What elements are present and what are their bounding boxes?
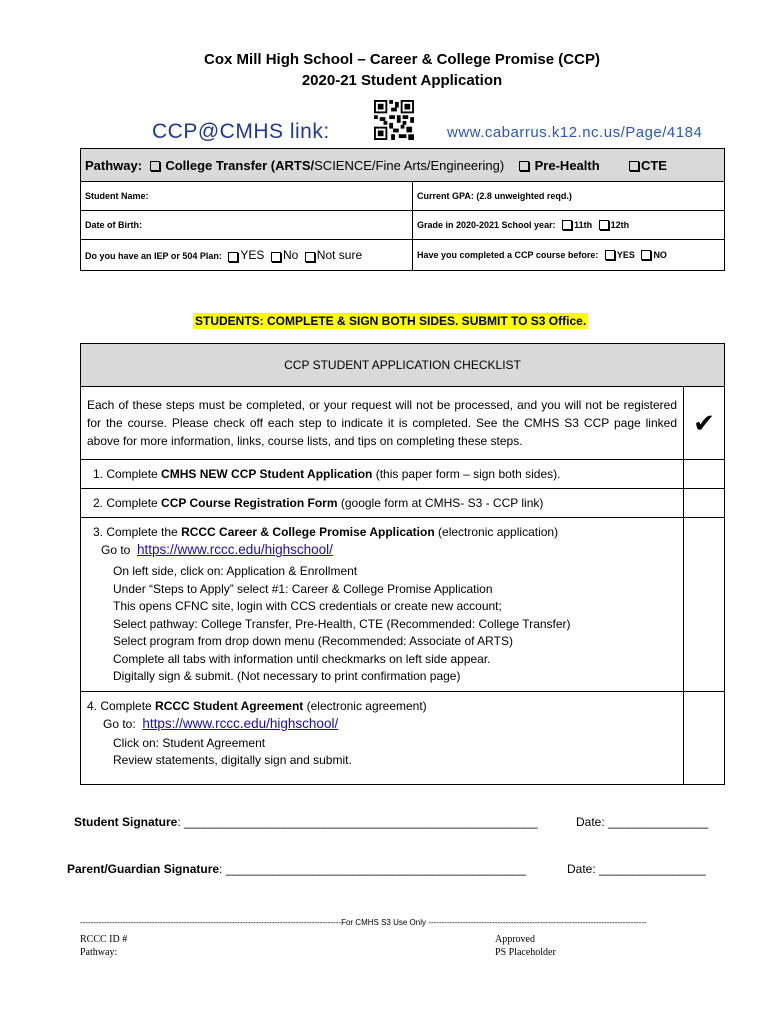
step-2-detail: (google form at CMHS- S3 - CCP link) — [337, 496, 544, 510]
student-signature-label: Student Signature — [74, 815, 178, 829]
step-3-goto: Go to — [101, 543, 131, 557]
grade-11-label: 11th — [574, 219, 593, 230]
step-4-line: Click on: Student Agreement — [113, 735, 266, 750]
step-3-title: RCCC Career & College Promise Application — [181, 525, 435, 539]
step-3 — [81, 518, 684, 692]
college-transfer-label: College Transfer (ARTS/ — [165, 157, 315, 173]
approved-label: Approved — [495, 934, 535, 945]
cte-label: CTE — [640, 157, 667, 173]
grade-12-label: 12th — [610, 219, 630, 230]
iep-no-checkbox[interactable] — [271, 252, 281, 262]
step-2 — [81, 489, 684, 518]
ccp-link-url[interactable]: www.cabarrus.k12.nc.us/Page/4184 — [447, 124, 703, 141]
iep-no-label: No — [282, 248, 299, 262]
step-4-title: RCCC Student Agreement — [155, 698, 304, 713]
checkmark-icon: ✔ — [684, 387, 725, 460]
pathway-label: Pathway: — [85, 157, 143, 173]
ccp-no-label: NO — [653, 249, 667, 260]
student-name-field[interactable]: Student Name: — [85, 191, 149, 201]
cte-checkbox[interactable] — [629, 161, 639, 171]
step-3-line: On left side, click on: Application & Enrollment — [113, 564, 358, 578]
step-3-detail: (electronic application) — [434, 525, 559, 539]
pathway-row — [81, 149, 725, 182]
step-1-checkbox[interactable] — [684, 460, 725, 489]
student-signature-row[interactable] — [74, 815, 538, 829]
qr-code-icon — [374, 100, 414, 140]
step-4-line: Review statements, digitally sign and submit. — [113, 753, 352, 767]
step-2-checkbox[interactable] — [684, 489, 725, 518]
college-transfer-checkbox[interactable] — [150, 161, 160, 171]
step-2-prefix: 2. Complete — [93, 496, 162, 510]
step-3-line: This opens CFNC site, login with CCS credentials or create new account; — [113, 599, 502, 613]
step-1-detail: (this paper form – sign both sides). — [372, 467, 561, 481]
step-3-checkbox[interactable] — [684, 518, 725, 692]
office-use-divider: --------------------------------------------------------------------------------------------------For CMHS S3 Use Only ---------------------------------------------------------------------------------- — [80, 918, 647, 927]
step-1 — [81, 460, 684, 489]
step-1-title: CMHS NEW CCP Student Application — [161, 467, 373, 481]
dob-field[interactable]: Date of Birth: — [85, 220, 142, 230]
iep-label: Do you have an IEP or 504 Plan: — [85, 251, 222, 261]
step-3-line: Complete all tabs with information until checkmarks on left side appear. — [113, 651, 491, 666]
rccc-id-label: RCCC ID # — [80, 934, 128, 945]
step-4-checkbox[interactable] — [684, 691, 725, 784]
ccp-link-label: CCP@CMHS link: — [152, 120, 330, 143]
step-2-title: CCP Course Registration Form — [161, 496, 338, 510]
step-4-goto: Go to: — [103, 716, 136, 731]
ps-placeholder-label: PS Placeholder — [495, 947, 556, 958]
submit-notice: STUDENTS: COMPLETE & SIGN BOTH SIDES. SUBMIT TO S3 Office. — [195, 314, 587, 328]
pre-health-checkbox[interactable] — [519, 161, 529, 171]
grade-11-checkbox[interactable] — [562, 220, 572, 230]
iep-yes-checkbox[interactable] — [228, 252, 238, 262]
parent-date-field[interactable]: Date: ________________ — [567, 862, 706, 876]
student-info-table — [80, 148, 725, 271]
student-date-field[interactable]: Date: _______________ — [576, 815, 709, 829]
step-3-line: Select pathway: College Transfer, Pre-Health, CTE (Recommended: College Transfer) — [113, 616, 571, 631]
pre-health-label: Pre-Health — [534, 157, 600, 173]
step-4-detail: (electronic agreement) — [303, 698, 427, 713]
student-signature-line[interactable]: : _____________________________________________________ — [177, 815, 538, 829]
parent-signature-line[interactable]: : _____________________________________________ — [219, 862, 527, 876]
rccc-agreement-link[interactable]: https://www.rccc.edu/highschool/ — [142, 715, 339, 731]
ccp-before-label: Have you completed a CCP course before: — [417, 249, 599, 260]
office-left-block — [80, 933, 127, 959]
parent-signature-row[interactable] — [67, 862, 526, 876]
form-subtitle: 2020-21 Student Application — [301, 72, 503, 89]
step-3-line: Digitally sign & submit. (Not necessary to print confirmation page) — [113, 669, 461, 683]
checklist-intro: Each of these steps must be completed, or your request will not be processed, and you will not be registered for the course. Please check off each step to indicate it is completed. See the CMHS S3 CCP page linked above for more information, links, course lists, and tips on completing these steps. — [81, 387, 684, 460]
step-4-prefix: 4. Complete — [87, 698, 156, 713]
iep-notsure-checkbox[interactable] — [305, 252, 315, 262]
current-gpa-field[interactable]: Current GPA: (2.8 unweighted reqd.) — [417, 191, 572, 201]
step-1-prefix: 1. Complete — [93, 467, 162, 481]
step-4 — [81, 691, 684, 784]
ccp-yes-label: YES — [616, 249, 635, 260]
iep-yes-label: YES — [240, 248, 265, 262]
step-3-line: Select program from drop down menu (Recommended: Associate of ARTS) — [113, 634, 513, 648]
grade-12-checkbox[interactable] — [599, 220, 609, 230]
step-3-line: Under “Steps to Apply” select #1: Career & College Promise Application — [113, 581, 493, 596]
checklist-table — [80, 343, 725, 785]
office-pathway-label: Pathway: — [80, 947, 118, 958]
rccc-link[interactable]: https://www.rccc.edu/highschool/ — [137, 542, 333, 557]
form-title: Cox Mill High School – Career & College Promise (CCP) — [204, 51, 600, 68]
iep-notsure-label: Not sure — [316, 248, 363, 262]
grade-label: Grade in 2020-2021 School year: — [417, 219, 556, 230]
parent-signature-label: Parent/Guardian Signature — [67, 862, 220, 876]
college-transfer-detail: SCIENCE/Fine Arts/Engineering) — [314, 157, 505, 173]
step-3-prefix: 3. Complete the — [93, 525, 182, 539]
checklist-heading: CCP STUDENT APPLICATION CHECKLIST — [81, 344, 725, 387]
office-right-block — [495, 933, 556, 959]
ccp-no-checkbox[interactable] — [641, 250, 651, 260]
ccp-yes-checkbox[interactable] — [605, 250, 615, 260]
